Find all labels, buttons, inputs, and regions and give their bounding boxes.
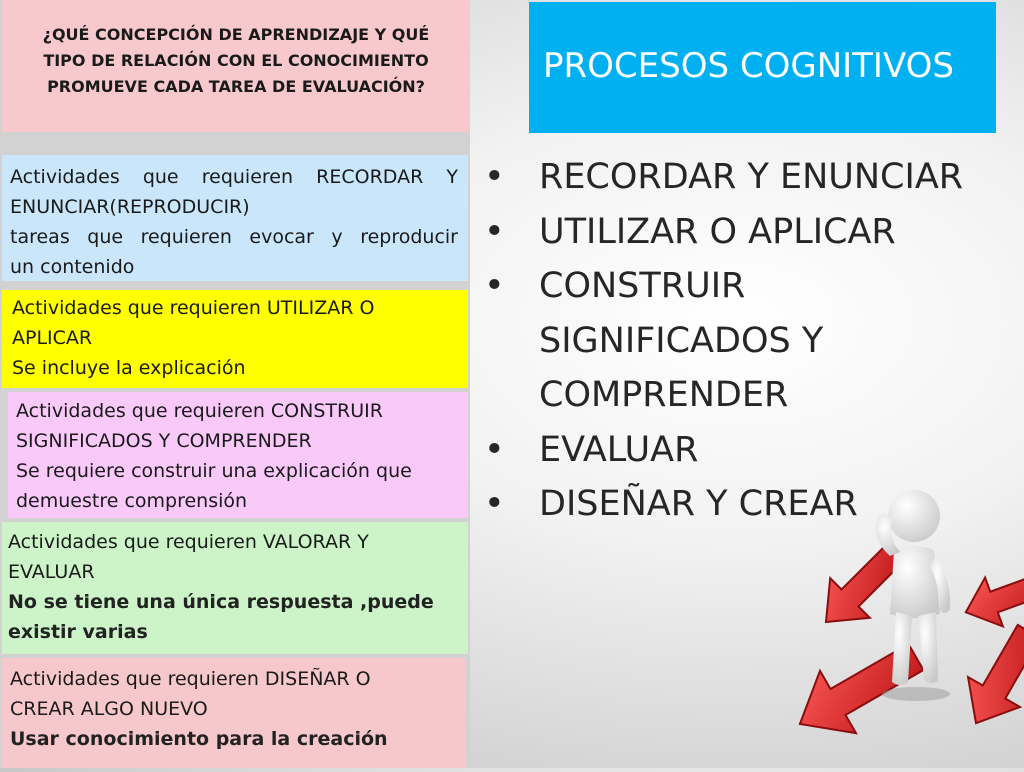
slide-title-text: PROCESOS COGNITIVOS (543, 46, 954, 86)
illustration (780, 470, 1024, 768)
process-item (478, 259, 998, 423)
activity-heading: APLICAR (12, 327, 93, 349)
thinking-person-icon (868, 486, 978, 706)
process-text: SIGNIFICADOS Y (539, 320, 824, 361)
activity-heading: ENUNCIAR(REPRODUCIR) (10, 196, 250, 218)
activity-heading: Actividades que requieren DISEÑAR O (10, 668, 371, 690)
activity-box-utilizar (2, 290, 468, 388)
bullet-icon: • (484, 429, 505, 470)
activity-box-recordar (2, 155, 468, 281)
process-item (478, 150, 998, 205)
process-item (478, 205, 998, 260)
bullet-icon: • (484, 484, 505, 524)
process-text: UTILIZAR O APLICAR (539, 211, 896, 252)
activity-box-valorar (2, 522, 468, 654)
bullet-icon: • (484, 211, 505, 252)
process-text: COMPRENDER (539, 375, 789, 415)
question-box (2, 0, 470, 132)
activity-heading: Actividades que requieren CONSTRUIR (16, 400, 383, 422)
activity-box-construir (8, 392, 468, 518)
activity-detail: un contenido (10, 256, 135, 278)
activity-heading: EVALUAR (8, 561, 95, 583)
activity-heading: Actividades que requieren UTILIZAR O (12, 297, 375, 319)
question-line: ¿QUÉ CONCEPCIÓN DE APRENDIZAJE Y QUÉ (42, 25, 430, 44)
bullet-icon: • (484, 157, 505, 197)
activity-heading: Actividades que requieren VALORAR Y (8, 531, 369, 553)
activity-heading: Actividades que requieren RECORDAR Y (10, 166, 458, 188)
activity-detail: tareas que requieren evocar y reproducir (10, 226, 458, 248)
question-line: TIPO DE RELACIÓN CON EL CONOCIMIENTO (43, 51, 429, 70)
process-text: EVALUAR (539, 429, 699, 470)
bullet-icon: • (484, 266, 505, 306)
process-text: RECORDAR Y ENUNCIAR (539, 157, 964, 197)
process-text: CONSTRUIR (539, 266, 746, 306)
slide-title (529, 2, 996, 133)
activity-detail: Usar conocimiento para la creación (10, 728, 388, 750)
activity-detail: demuestre comprensión (16, 490, 248, 512)
activity-heading: CREAR ALGO NUEVO (10, 698, 208, 720)
process-item (478, 423, 998, 478)
activity-heading: SIGNIFICADOS Y COMPRENDER (16, 430, 312, 452)
activity-detail: Se incluye la explicación (12, 357, 246, 379)
activity-detail: No se tiene una única respuesta ,puede (8, 591, 434, 613)
activity-detail: existir varias (8, 621, 148, 643)
activity-box-disenar (2, 658, 466, 768)
question-line: PROMUEVE CADA TAREA DE EVALUACIÓN? (47, 77, 425, 96)
process-text: DISEÑAR Y CREAR (539, 484, 858, 524)
activity-detail: Se requiere construir una explicación que (16, 460, 412, 482)
